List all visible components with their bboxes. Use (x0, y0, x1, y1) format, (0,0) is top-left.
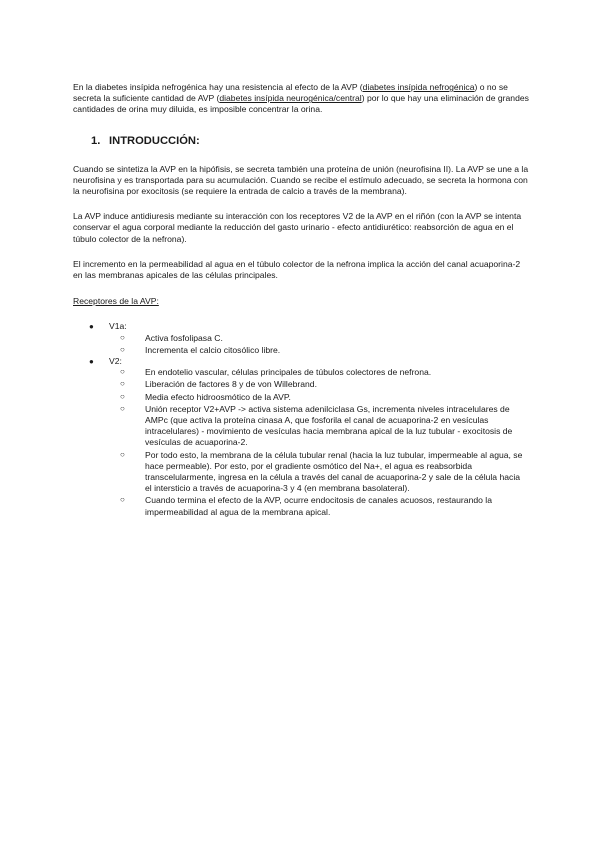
paragraph-antidiuresis: La AVP induce antidiuresis mediante su interacción con los receptores V2 de la AVP en el riñón (con la AVP se intenta conservar el agua corporal mediante la reducción del gasto urinario - efecto antidiurético: reabsorción de agua en el túbulo colector de la nefrona). (73, 211, 522, 244)
receptors-title: Receptores de la AVP: (73, 296, 159, 307)
receptor-v2-label: V2: (109, 356, 122, 367)
circle-bullet-icon: ○ (120, 332, 125, 342)
receptor-v2 (73, 356, 529, 518)
section-number: 1. (91, 134, 101, 147)
receptor-v2-items (109, 367, 529, 518)
list-item-text: Por todo esto, la membrana de la célula tubular renal (hacia la luz tubular, impermeable al agua, se hace permeable). Por esto, por el gradiente osmótico del Na+, el agua es reabsorbida transcelularmente, ingresa en la célula a través del canal de acuaporina-2 y sale de la célula hacia el intersticio a través de acuaporina-3 y 4 (en membrana basolateral). (145, 449, 523, 494)
circle-bullet-icon: ○ (120, 449, 125, 459)
list-item-text: Media efecto hidroosmótico de la AVP. (145, 391, 291, 402)
receptor-v1a (73, 321, 529, 356)
intro-text-3: ) por lo que hay una eliminación de grandes cantidades de orina muy diluida, es imposible concentrar la orina. (73, 93, 529, 115)
intro-text-1: En la diabetes insípida nefrogénica hay una resistencia al efecto de la AVP ( (73, 82, 363, 92)
link-neurogenic[interactable]: diabetes insípida neurogénica/central (219, 93, 362, 104)
list-item (109, 495, 529, 517)
list-item-text: Cuando termina el efecto de la AVP, ocurre endocitosis de canales acuosos, restaurando la impermeabilidad al agua de la membrana apical. (145, 495, 492, 517)
paragraph-permeability: El incremento en la permeabilidad al agua en el túbulo colector de la nefrona implica la acción del canal acuaporina-2 en las membranas apicales de las células principales. (73, 258, 521, 281)
document-page (73, 82, 529, 518)
list-item (109, 367, 529, 378)
list-item (109, 404, 529, 449)
list-item (109, 450, 529, 495)
link-nephrogenic[interactable]: diabetes insípida nefrogénica (362, 82, 475, 92)
list-item-text: Incrementa el calcio citosólico libre. (145, 344, 281, 355)
receptor-v1a-items (109, 333, 529, 356)
circle-bullet-icon: ○ (120, 367, 125, 377)
paragraph-synthesis: Cuando se sintetiza la AVP en la hipófisis, se secreta también una proteína de unión (neurofisina II). La AVP se une a la neurofisina y es transportada para su acumulación. Cuando se recibe el estímulo adecuado, se secreta la hormona con la neurofisina por exocitosis (se requiere la entrada de calcio a través de la membrana). (73, 163, 529, 197)
list-item (109, 345, 529, 356)
bullet-icon: ● (89, 322, 94, 332)
list-item-text: Unión receptor V2+AVP -> activa sistema adenilciclasa Gs, incrementa niveles intracelulares de AMPc (que activa la proteína cinasa A, que fosforila el canal de acuaporina-2 en vesículas intracelulares) - movimiento de vesículas hacia membrana apical de la luz tubular - exocitosis de vesículas de acuaporina-2. (145, 403, 513, 448)
circle-bullet-icon: ○ (120, 379, 125, 389)
circle-bullet-icon: ○ (120, 403, 125, 413)
list-item-text: Activa fosfolipasa C. (145, 332, 223, 343)
list-item (109, 392, 529, 403)
list-item-text: Liberación de factores 8 y de von Willebrand. (145, 379, 317, 390)
circle-bullet-icon: ○ (120, 495, 125, 505)
circle-bullet-icon: ○ (120, 391, 125, 401)
receptor-list (73, 321, 529, 517)
section-title: INTRODUCCIÓN: (109, 134, 200, 147)
intro-paragraph (73, 82, 529, 116)
list-item (109, 333, 529, 344)
list-item-text: En endotelio vascular, células principales de túbulos colectores de nefrona. (145, 367, 432, 378)
list-item (109, 379, 529, 390)
intro-text-2: ) o no se secreta la suficiente cantidad de AVP ( (73, 82, 508, 104)
bullet-icon: ● (89, 357, 94, 367)
receptor-v1a-label: V1a: (109, 321, 127, 332)
section-heading (91, 134, 529, 148)
circle-bullet-icon: ○ (120, 344, 125, 354)
